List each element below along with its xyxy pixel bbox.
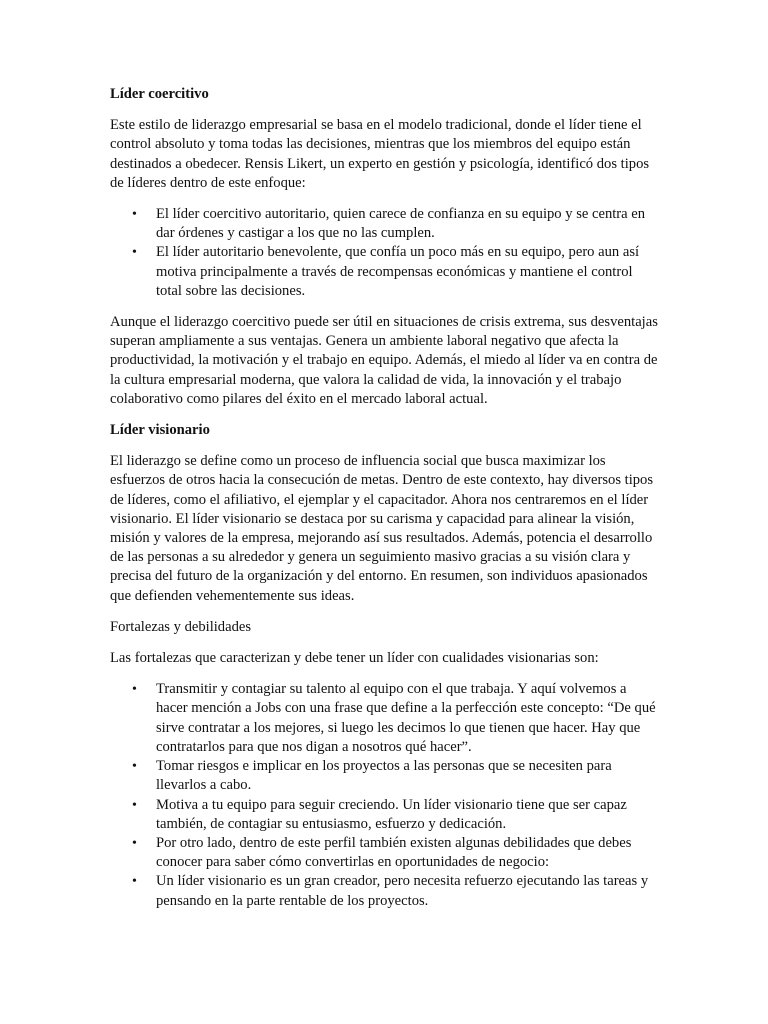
paragraph-coercitivo-intro: Este estilo de liderazgo empresarial se basa en el modelo tradicional, donde el líder tiene el control absoluto y toma todas las decisiones, mientras que los miembros del equipo están destinados a obedecer. Rensis Likert, un experto en gestión y psicología, identificó dos tipos de líderes dentro de este enfoque: <box>110 117 650 191</box>
list-item <box>110 872 660 910</box>
bullet-icon: • <box>132 207 137 223</box>
paragraph-visionario-intro: El liderazgo se define como un proceso de influencia social que busca maximizar los esfuerzos de otros hacia la consecución de metas. Dentro de este contexto, hay diversos tipos de líderes, como el afiliativo, el ejemplar y el capacitador. Ahora nos centraremos en el líder visionario. El líder visionario se destaca por su carisma y capacidad para alinear la visión, misión y valores de la empresa, mejorando así sus resultados. Además, potencia el desarrollo de las personas a su alrededor y genera un seguimiento masivo gracias a su visión clara y precisa del futuro de la organización y del entorno. En resumen, son individuos apasionados que defienden vehementemente sus ideas. <box>110 453 654 604</box>
list-item-text: Tomar riesgos e implicar en los proyectos a las personas que se necesiten para llevarlos a cabo. <box>156 758 612 794</box>
list-item-text: El líder coercitivo autoritario, quien carece de confianza en su equipo y se centra en dar órdenes y castigar a los que no las cumplen. <box>156 206 646 242</box>
paragraph-fortalezas-lead: Las fortalezas que caracterizan y debe tener un líder con cualidades visionarias son: <box>110 650 599 667</box>
list-item-text: Un líder visionario es un gran creador, pero necesita refuerzo ejecutando las tareas y pensando en la parte rentable de los proyectos. <box>156 873 649 909</box>
list-item <box>110 834 660 872</box>
bullet-icon: • <box>132 797 137 813</box>
bullet-icon: • <box>132 245 137 261</box>
list-item-text: Motiva a tu equipo para seguir creciendo. Un líder visionario tiene que ser capaz también, de contagiar su entusiasmo, esfuerzo y dedicación. <box>156 796 627 832</box>
paragraph-coercitivo-closing: Aunque el liderazgo coercitivo puede ser útil en situaciones de crisis extrema, sus desventajas superan ampliamente a sus ventajas. Genera un ambiente laboral negativo que afecta la productividad, la motivación y el trabajo en equipo. Además, el miedo al líder va en contra de la cultura empresarial moderna, que valora la calidad de vida, la innovación y el trabajo colaborativo como pilares del éxito en el mercado laboral actual. <box>110 314 658 407</box>
bullet-list-visionario <box>110 680 660 910</box>
list-item <box>110 205 660 243</box>
list-item-text: Transmitir y contagiar su talento al equipo con el que trabaja. Y aquí volvemos a hacer mención a Jobs con una frase que define a la perfección este concepto: “De qué sirve contratar a los mejores, si luego les decimos lo que tienen que hacer. Hay que contratarlos para que nos digan a nosotros qué hacer”. <box>156 681 656 755</box>
list-item <box>110 757 660 795</box>
bullet-icon: • <box>132 874 137 890</box>
bullet-icon: • <box>132 835 137 851</box>
list-item <box>110 680 660 757</box>
section-heading-lider-coercitivo: Líder coercitivo <box>110 86 209 102</box>
list-item-text: El líder autoritario benevolente, que confía un poco más en su equipo, pero aun así motiva principalmente a través de recompensas económicas y mantiene el control total sobre las decisiones. <box>156 244 640 299</box>
list-item-text: Por otro lado, dentro de este perfil también existen algunas debilidades que debes conocer para saber cómo convertirlas en oportunidades de negocio: <box>156 834 632 871</box>
bullet-icon: • <box>132 682 137 698</box>
list-item <box>110 243 660 301</box>
subheading-fortalezas: Fortalezas y debilidades <box>110 618 252 635</box>
bullet-icon: • <box>132 759 137 775</box>
list-item <box>110 796 660 834</box>
document-page <box>110 85 660 923</box>
section-heading-lider-visionario: Líder visionario <box>110 422 210 439</box>
bullet-list-coercitivo <box>110 205 660 301</box>
